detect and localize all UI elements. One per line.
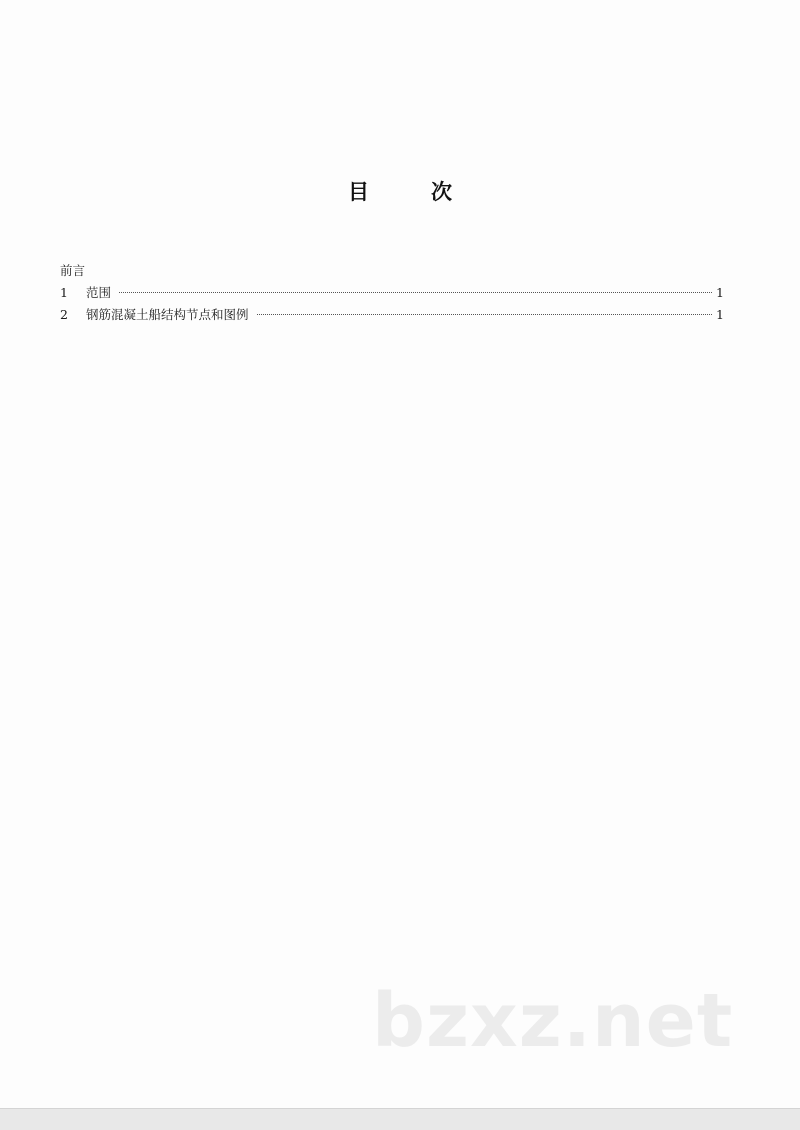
toc-preface-row[interactable] [60,260,724,282]
toc-preface-label: 前言 [60,263,86,278]
page-title [0,176,800,206]
toc-entry-page: 1 [716,307,724,322]
title-char-1: 目 [348,180,369,204]
toc-leader-dots [257,314,712,315]
toc-leader-dots [119,292,712,293]
title-char-2: 次 [431,180,452,204]
toc-entry-number: 2 [60,307,68,322]
toc-entry-page: 1 [716,285,724,300]
watermark: bzxz.net [372,978,734,1064]
toc-entry[interactable] [60,282,724,304]
toc-entry-number: 1 [60,285,68,300]
toc-entry[interactable] [60,304,724,326]
viewer-bottom-bar [0,1108,800,1130]
toc-entry-label: 范围 [86,285,112,300]
toc-entry-label: 钢筋混凝土船结构节点和图例 [86,307,249,322]
table-of-contents [60,260,724,326]
